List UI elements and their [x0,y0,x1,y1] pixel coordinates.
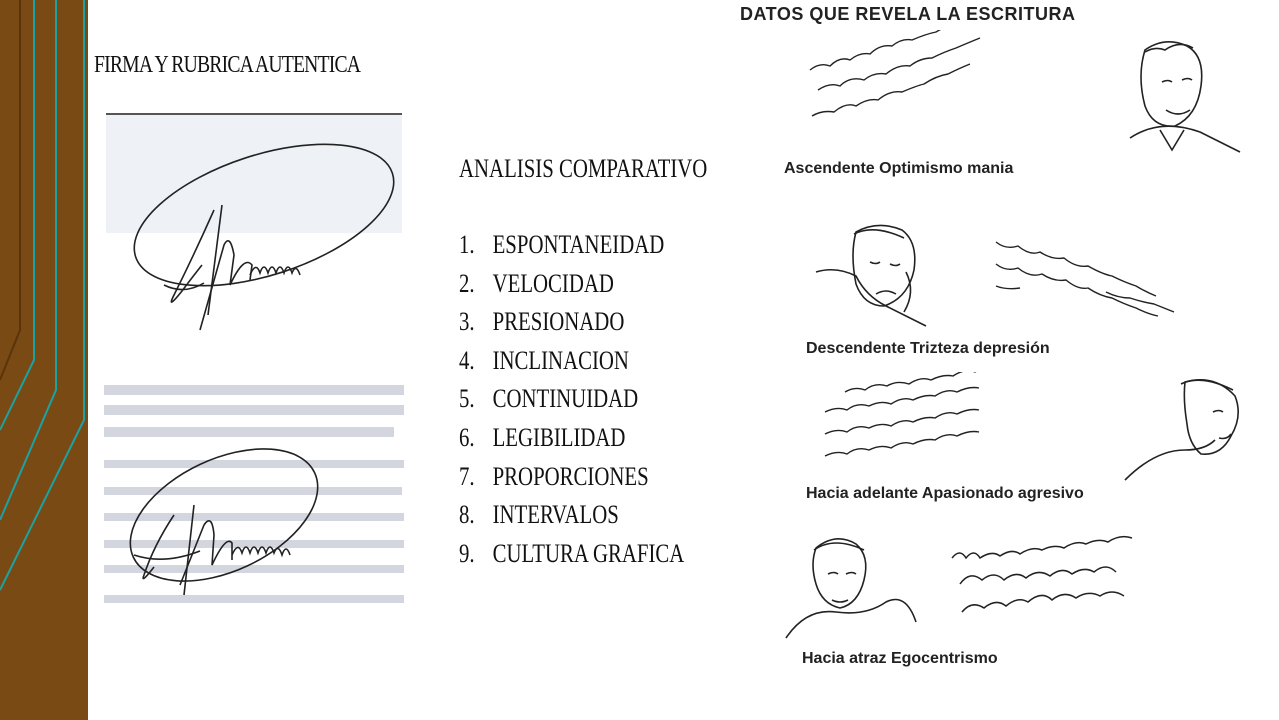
list-item: 1. ESPONTANEIDAD [459,230,665,259]
egocentric-face-icon [786,539,916,638]
caption-forward: Hacia adelante Apasionado agresivo [806,485,1084,502]
writing-data-title: DATOS QUE REVELA LA ESCRITURA [740,4,1076,24]
list-item: 5. CONTINUIDAD [459,384,639,414]
sidebar-decoration [0,0,88,720]
list-item: 7. PROPORCIONES [459,461,649,491]
analysis-title: ANALISIS COMPARATIVO [459,154,708,183]
list-item: 9. CULTURA GRAFICA [459,538,685,568]
analysis-list [459,230,741,577]
aggressive-face-icon [1125,380,1238,480]
list-item: 8. INTERVALOS [459,500,619,530]
backward-handwriting-illustration [782,528,1222,646]
caption-backward: Hacia atraz Egocentrismo [802,650,998,667]
list-item: 3. PRESIONADO [459,307,625,337]
optimistic-face-icon [1130,42,1240,152]
caption-descending: Descendente Trizteza depresión [806,340,1050,357]
sad-face-icon [816,225,926,326]
ascending-handwriting-illustration [800,30,1250,155]
sidebar-lines [0,0,88,720]
forward-handwriting-illustration [815,372,1255,484]
list-item: 6. LEGIBILIDAD [459,422,626,452]
list-item: 2. VELOCIDAD [459,268,614,298]
list-item: 4. INCLINACION [459,345,629,375]
signature-comparison-image [104,115,404,635]
signature-title: FIRMA Y RUBRICA AUTENTICA [94,52,361,78]
descending-handwriting-illustration [806,212,1246,332]
caption-ascending: Ascendente Optimismo mania [784,160,1014,177]
